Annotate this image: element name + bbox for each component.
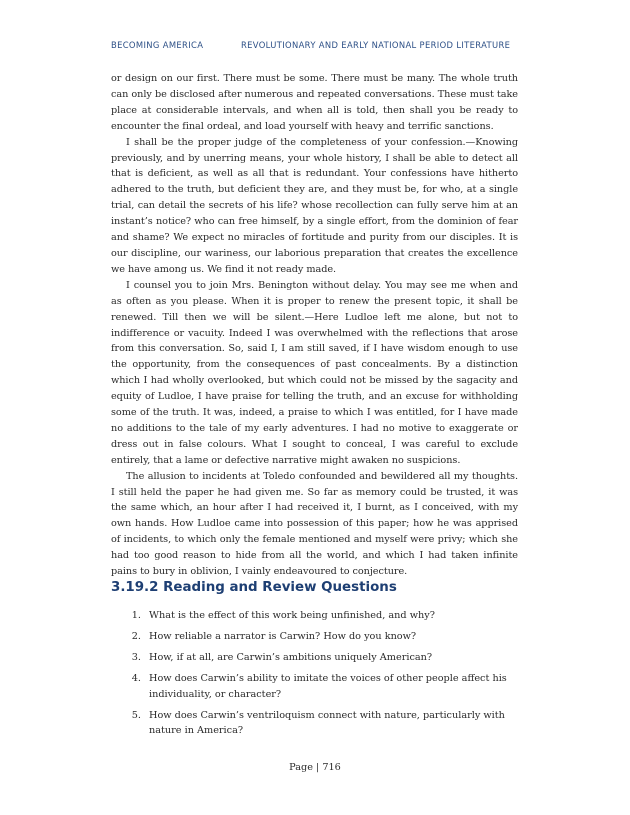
- list-item-number: 3.: [131, 651, 141, 663]
- header-section-title: REVOLUTIONARY AND EARLY NATIONAL PERIOD LITERATURE: [241, 40, 511, 50]
- page-number: Page | 716: [289, 762, 341, 773]
- list-item-text: What is the effect of this work being unfinished, and why?: [149, 610, 435, 621]
- section-heading: 3.19.2 Reading and Review Questions: [111, 580, 397, 595]
- list-item: [111, 671, 518, 703]
- list-item: [111, 708, 518, 740]
- list-item-number: 2.: [131, 630, 141, 642]
- paragraph: I counsel you to join Mrs. Benington without delay. You may see me when and as often as you please. When it is proper to renew the present topic, it shall be renewed. Till then we will be silent.—Here Ludloe left me alone, but not to indifference or vacuity. Indeed I was overwhelmed with the reflections that arose from this conversation. So, said I, I am still saved, if I have wisdom enough to use the opportunity, from the consequences of past concealments. By a distinction which I had wholly overlooked, but which could not be missed by the sagacity and equity of Ludloe, I have praise for telling the truth, and an excuse for withholding some of the truth. It was, indeed, a praise to which I was entitled, for I have made no additions to the tale of my early adventures. I had no motive to exaggerate or dress out in false colours. What I sought to conceal, I was careful to exclude entirely, that a lame or defective narrative might awaken no suspicions.: [111, 279, 518, 466]
- list-item-text: How does Carwin’s ventriloquism connect with nature, particularly with nature in America?: [149, 709, 505, 737]
- list-item-text: How, if at all, are Carwin’s ambitions uniquely American?: [149, 651, 433, 663]
- list-item: [111, 650, 518, 666]
- list-item-text: How reliable a narrator is Carwin? How do you know?: [149, 630, 417, 642]
- list-item: [111, 608, 518, 624]
- running-header: [111, 40, 530, 50]
- body-text: [111, 71, 518, 580]
- paragraph: I shall be the proper judge of the completeness of your confession.—Knowing previously, and by unerring means, your whole history, I shall be able to detect all that is deficient, as well as all that is redundant. Your confessions have hitherto adhered to the truth, but deficient they are, and they must be, for who, at a single trial, can detail the secrets of his life? whose recollection can fully serve him at an instant’s notice? who can free himself, by a single effort, from the dominion of fear and shame? We expect no miracles of fortitude and purity from our disciples. It is our discipline, our wariness, our laborious preparation that creates the excellence we have among us. We find it not ready made.: [111, 136, 518, 275]
- paragraph: The allusion to incidents at Toledo confounded and bewildered all my thoughts. I still held the paper he had given me. So far as memory could be trusted, it was the same which, an hour after I had received it, I burnt, as I conceived, with my own hands. How Ludloe came into possession of this paper; how he was apprised of incidents, to which only the female mentioned and myself were privy; which she had too good reason to hide from all the world, and which I had taken infinite pains to bury in oblivion, I vainly endeavoured to conjecture.: [111, 470, 518, 578]
- list-item-number: 1.: [131, 610, 141, 621]
- review-questions-list: [111, 608, 518, 744]
- list-item-text: How does Carwin’s ability to imitate the voices of other people affect his individuality, or character?: [149, 672, 507, 700]
- list-item: [111, 629, 518, 645]
- header-book-title: BECOMING AMERICA: [111, 40, 204, 50]
- list-item-number: 4.: [131, 672, 141, 684]
- paragraph: or design on our first. There must be some. There must be many. The whole truth can only be disclosed after numerous and repeated conversations. These must take place at considerable intervals, and when all is told, then shall you be ready to encounter the final ordeal, and load yourself with heavy and terrific sanctions.: [111, 73, 518, 132]
- list-item-number: 5.: [131, 709, 141, 721]
